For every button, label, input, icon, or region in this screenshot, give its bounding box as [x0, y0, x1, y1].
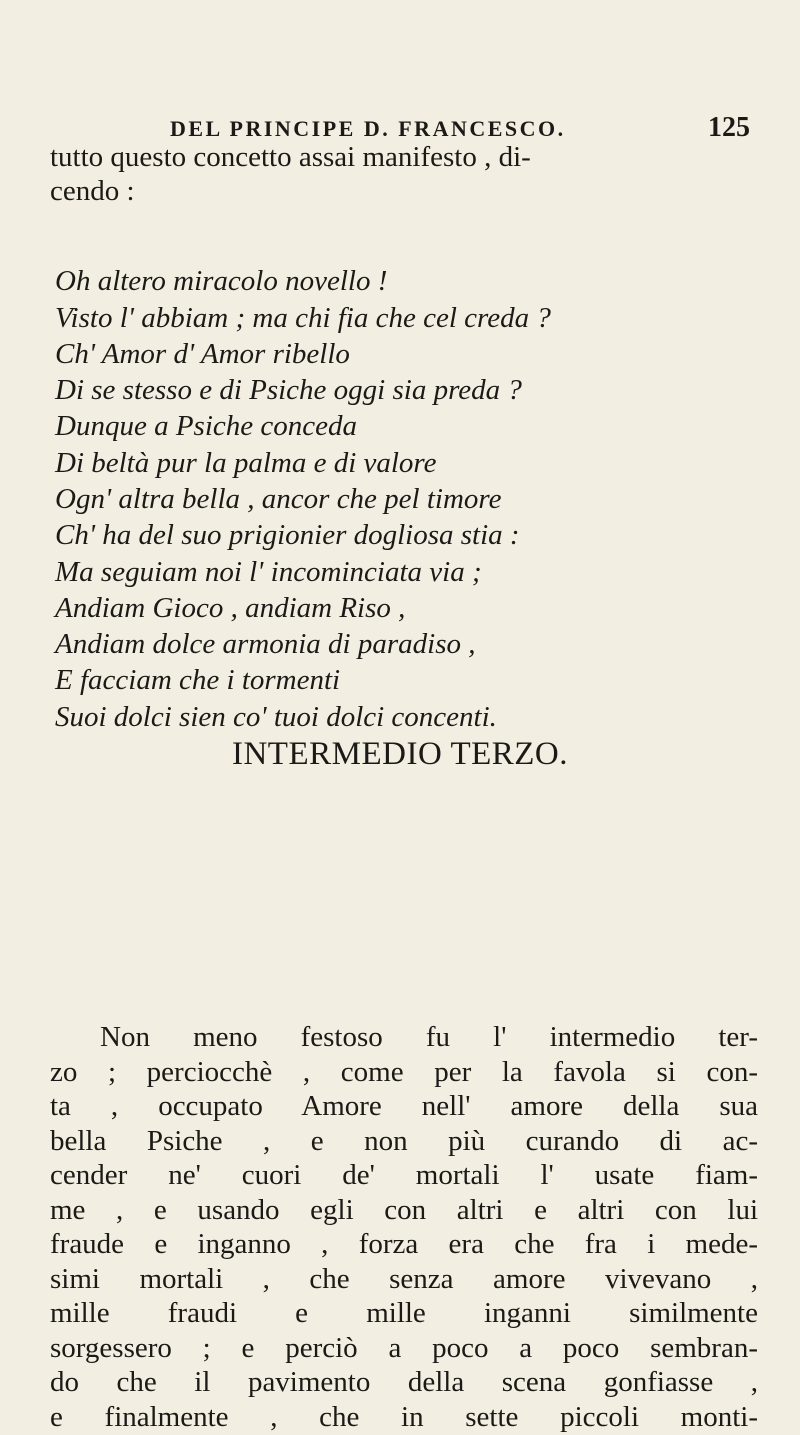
body-line: zo ; perciocchè , come per la favola si con-	[50, 1056, 758, 1088]
body-line: e finalmente , che in sette piccoli monti-	[50, 1401, 758, 1433]
page-number: 125	[708, 112, 750, 143]
intro-line: cendo :	[50, 175, 135, 207]
verse-line: Ch' ha del suo prigionier dogliosa stia :	[55, 519, 520, 551]
verse-line: Andiam Gioco , andiam Riso ,	[55, 592, 406, 624]
body-line: mille fraudi e mille inganni similmente	[50, 1297, 758, 1329]
running-head-title: DEL PRINCIPE D. FRANCESCO.	[170, 116, 566, 141]
verse-line: Ogn' altra bella , ancor che pel timore	[55, 483, 502, 515]
body-line: me , e usando egli con altri e altri con lui	[50, 1194, 758, 1226]
verse-line: Oh altero miracolo novello !	[55, 265, 388, 297]
body-line: bella Psiche , e non più curando di ac-	[50, 1125, 758, 1157]
verse-line: Di beltà pur la palma e di valore	[55, 447, 437, 479]
body-line: sorgessero ; e perciò a poco a poco sembran-	[50, 1332, 758, 1364]
body-line: fraude e inganno , forza era che fra i mede-	[50, 1228, 758, 1260]
intro-line: tutto questo concetto assai manifesto , di-	[50, 141, 531, 173]
body-line: simi mortali , che senza amore vivevano ,	[50, 1263, 758, 1295]
body-line: Non meno festoso fu l' intermedio ter-	[100, 1021, 758, 1053]
verse-line: Suoi dolci sien co' tuoi dolci concenti.	[55, 701, 497, 733]
verse-line: E facciam che i tormenti	[55, 664, 341, 696]
body-line: ta , occupato Amore nell' amore della sua	[50, 1090, 758, 1122]
section-heading: INTERMEDIO TERZO.	[231, 736, 569, 772]
body-line: do che il pavimento della scena gonfiasse ,	[50, 1366, 758, 1398]
verse-line: Di se stesso e di Psiche oggi sia preda ?	[55, 374, 522, 406]
verse-line: Visto l' abbiam ; ma chi fia che cel creda ?	[55, 302, 551, 334]
verse-line: Andiam dolce armonia di paradiso ,	[55, 628, 476, 660]
verse-line: Ch' Amor d' Amor ribello	[55, 338, 350, 370]
body-line: cender ne' cuori de' mortali l' usate fiam-	[50, 1159, 758, 1191]
verse-line: Dunque a Psiche conceda	[55, 410, 357, 442]
verse-line: Ma seguiam noi l' incominciata via ;	[55, 556, 482, 588]
